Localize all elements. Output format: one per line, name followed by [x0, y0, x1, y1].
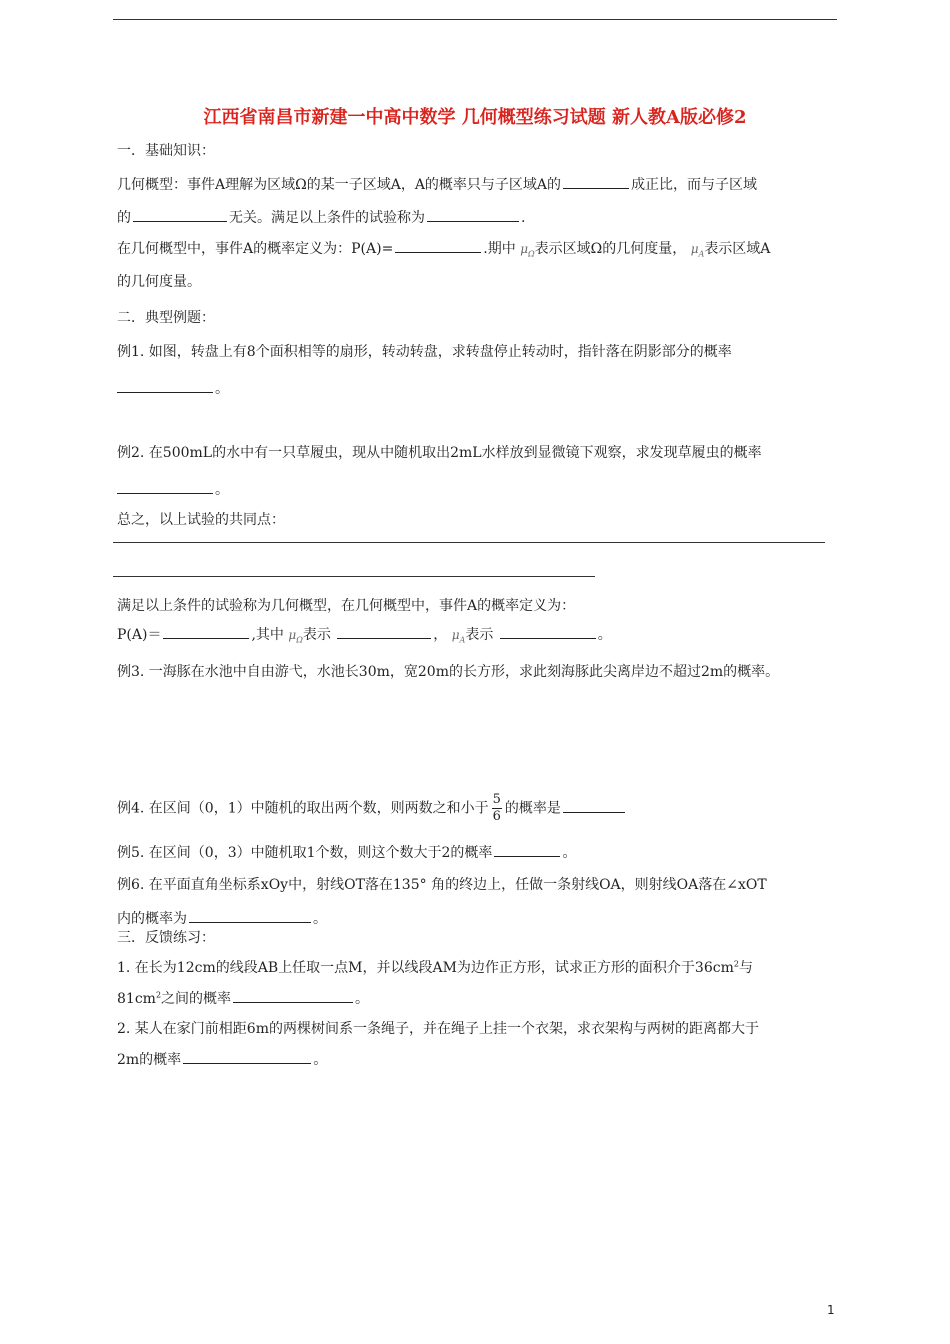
- document-title: 江西省南昌市新建一中高中数学 几何概型练习试题 新人教A版必修2: [203, 107, 747, 128]
- example-6-answer: 内的概率为 。: [117, 908, 327, 929]
- blank-field[interactable]: [427, 207, 519, 222]
- definition-text: .期中: [483, 241, 516, 257]
- example-5-text: 例5. 在区间（0，3）中随机取1个数，则这个数大于2的概率 。: [117, 842, 576, 863]
- example-6-text: 例6. 在平面直角坐标系xOy中，射线OT落在135° 角的终边上，任做一条射线OA，则射线OA落在∠xOT: [117, 877, 767, 893]
- definition-text: 几何概型：事件A理解为区域Ω的某一子区域A，A的概率只与子区域A的: [117, 177, 562, 193]
- blank-field[interactable]: [395, 238, 481, 253]
- definition-line-end: 的几何度量。: [117, 274, 201, 290]
- probability-definition-line: [117, 238, 770, 264]
- definition-line-1: [117, 174, 757, 195]
- example-3-text: 例3. 一海豚在水池中自由游弋，水池长30m，宽20m的长方形，求此刻海豚此尖离岸边不超过2m的概率。: [117, 664, 780, 680]
- blank-field[interactable]: [117, 378, 213, 393]
- question-1-answer: $81cm^2$之间的概率 。: [117, 988, 369, 1009]
- answer-rule-1[interactable]: [113, 542, 825, 543]
- blank-field[interactable]: [117, 479, 213, 494]
- question-1-text: 1. 在长为12cm的线段AB上任取一点M，并以线段AM为边作正方形，试求正方形的面积介于$36cm^2$与: [117, 959, 753, 976]
- blank-field[interactable]: [563, 174, 629, 189]
- definition-text: 成正比，而与子区域: [631, 177, 758, 193]
- blank-field[interactable]: [500, 624, 596, 639]
- definition-text: 表示区域A: [704, 241, 771, 257]
- blank-field[interactable]: [563, 798, 625, 813]
- fraction-five-sixths: $\frac{5}{6}$: [492, 792, 501, 824]
- example-2-answer: 。: [117, 479, 229, 500]
- blank-field[interactable]: [494, 842, 560, 857]
- definition-text: 在几何概型中，事件A的概率定义为：P(A)=: [117, 241, 394, 257]
- answer-rule-2[interactable]: [113, 576, 595, 577]
- section2-heading: 二．典型例题：: [117, 310, 215, 326]
- probability-definition-2: P(A)＝ ,其中 $\mu_\Omega$表示 ， $\mu_A$表示 。: [117, 624, 612, 650]
- page-number: 1: [827, 1303, 835, 1317]
- mu-omega-symbol: $\mu_\Omega$: [288, 628, 303, 645]
- example-4-text: 例4. 在区间（0，1）中随机的取出两个数，则两数之和小于 $\frac{5}{6}$ 的概率是: [117, 792, 627, 825]
- blank-field[interactable]: [337, 624, 431, 639]
- definition-text: 的: [117, 210, 131, 226]
- question-2-answer: 2m的概率 。: [117, 1049, 327, 1070]
- blank-field[interactable]: [183, 1049, 311, 1064]
- summary-text: 总之，以上试验的共同点：: [117, 512, 285, 528]
- header-rule: [113, 19, 837, 20]
- mu-a-symbol: $\mu_A$: [451, 628, 466, 645]
- example-1-answer: 。: [117, 378, 229, 399]
- mu-omega-symbol: $\mu_\Omega$: [520, 242, 535, 259]
- blank-field[interactable]: [133, 207, 227, 222]
- example-2-text: 例2. 在500mL的水中有一只草履虫，现从中随机取出2mL水样放到显微镜下观察，求发现草履虫的概率: [117, 445, 762, 461]
- definition-text: .: [521, 210, 526, 226]
- blank-field[interactable]: [189, 908, 311, 923]
- definition-2-text: 满足以上条件的试验称为几何概型，在几何概型中，事件A的概率定义为：: [117, 598, 576, 614]
- definition-line-2: [117, 207, 525, 228]
- section3-heading: 三．反馈练习：: [117, 930, 215, 946]
- blank-field[interactable]: [233, 988, 353, 1003]
- definition-text: 表示区域Ω的几何度量，: [534, 241, 687, 257]
- blank-field[interactable]: [163, 624, 249, 639]
- definition-text: 无关。满足以上条件的试验称为: [229, 210, 425, 226]
- mu-a-symbol: $\mu_A$: [690, 242, 705, 259]
- question-2-text: 2. 某人在家门前相距6m的两棵树间系一条绳子，并在绳子上挂一个衣架，求衣架构与两树的距离都大于: [117, 1021, 759, 1037]
- section1-heading: 一．基础知识：: [117, 143, 215, 159]
- example-1-text: 例1. 如图，转盘上有8个面积相等的扇形，转动转盘，求转盘停止转动时，指针落在阴影部分的概率: [117, 344, 732, 360]
